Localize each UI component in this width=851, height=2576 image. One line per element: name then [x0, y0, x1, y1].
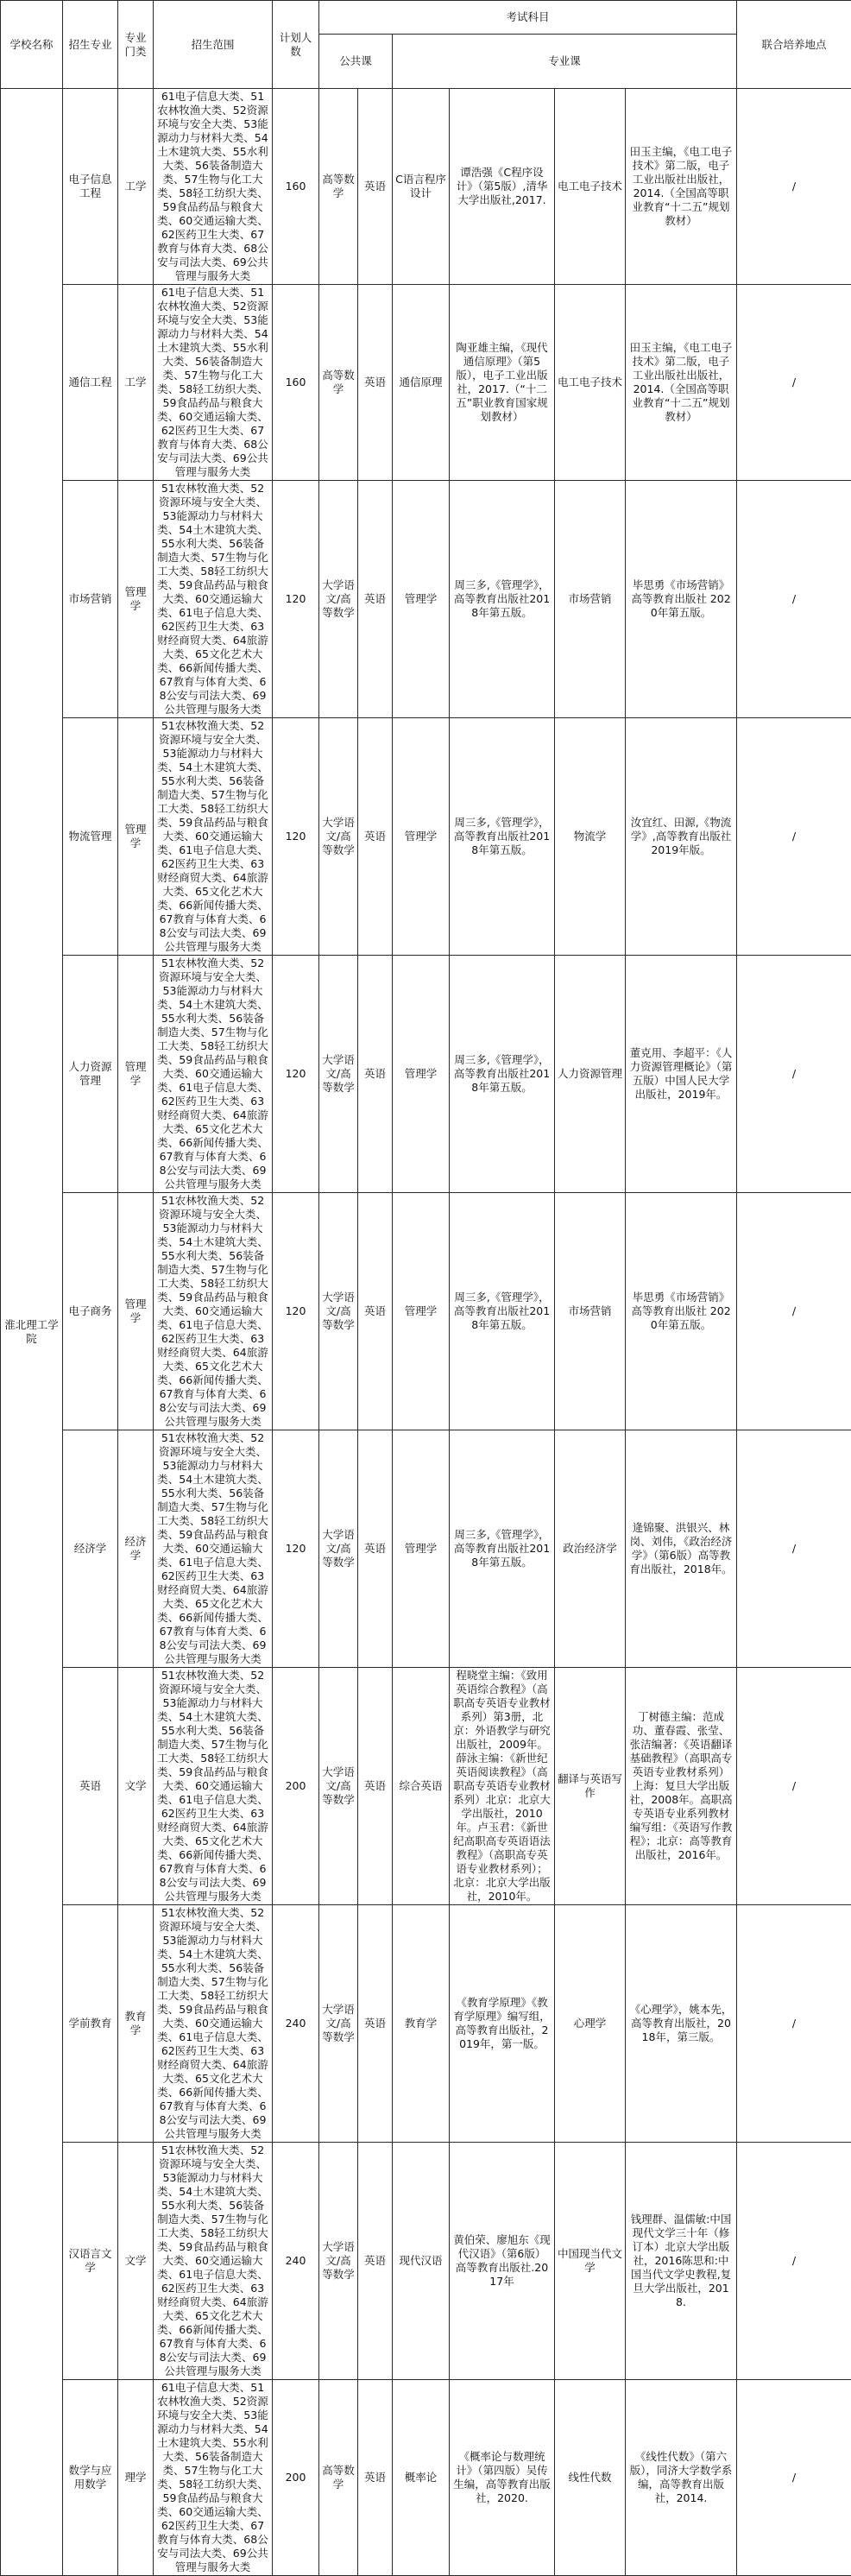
row-plan: 120 [273, 481, 319, 718]
row-joint: / [737, 956, 851, 1193]
row-joint: / [737, 1430, 851, 1668]
row-specialty-1-book: 周三多,《管理学》，高等教育出版社2018年第五版。 [450, 718, 555, 956]
row-specialty-2-book: 丁树德主编：范成功、董春霞、张莹、张洁编著：《英语翻译基础教程》（高职高专英语专业教材系列）上海：复旦大学出版社，2008年。高职高专英语专业系列教材编写组：《英语写作教程》；北京：高等教育出版社，2016年。 [626, 1668, 737, 1905]
row-category: 理学 [118, 2380, 154, 2576]
row-scope: 51农林牧渔大类、52资源环境与安全大类、53能源动力与材料大类、54土木建筑大类、55水利大类、56装备制造大类、57生物与化工大类、58轻工纺织大类、59食品药品与粮食大类、60交通运输大类、61电子信息大类、62医药卫生大类、63财经商贸大类、64旅游大类、65文化艺术大类、66新闻传播大类、67教育与体育大类、68公安与司法大类、69公共管理与服务大类 [154, 481, 273, 718]
row-specialty-1-book: 陶亚雄主编，《现代通信原理》（第5版），电子工业出版社，2017.（“十二五”职业教育国家规划教材） [450, 285, 555, 481]
row-specialty-2: 线性代数 [555, 2380, 626, 2576]
row-joint: / [737, 1668, 851, 1905]
row-specialty-2: 心理学 [555, 1905, 626, 2143]
header-specialty: 专业课 [393, 35, 737, 89]
row-public-1: 大学语文/高等数学 [319, 1668, 358, 1905]
table-row [1, 481, 851, 718]
row-specialty-2-book: 《线性代数》（第六版），同济大学数学系编，高等教育出版社，2014. [626, 2380, 737, 2576]
row-public-2: 英语 [358, 1193, 393, 1430]
row-public-1: 高等数学 [319, 285, 358, 481]
row-scope: 61电子信息大类、51农林牧渔大类、52资源环境与安全大类、53能源动力与材料大类、54土木建筑大类、55水利大类、56装备制造大类、57生物与化工大类、58轻工纺织大类、59食品药品与粮食大类、60交通运输大类、62医药卫生大类、67教育与体育大类、68公安与司法大类、69公共管理与服务大类 [154, 2380, 273, 2576]
row-specialty-2: 电工电子技术 [555, 285, 626, 481]
row-category: 管理学 [118, 481, 154, 718]
row-joint: / [737, 1905, 851, 2143]
row-public-2: 英语 [358, 1430, 393, 1668]
row-category: 经济学 [118, 1430, 154, 1668]
row-joint: / [737, 89, 851, 285]
row-specialty-2-book: 钱理群、温儒敏:中国现代文学三十年（修订本）北京大学出版社，2016陈思和:中国当代文学史教程,复旦大学出版社，2018. [626, 2143, 737, 2380]
row-public-1: 大学语文/高等数学 [319, 1430, 358, 1668]
row-category: 文学 [118, 2143, 154, 2380]
row-public-2: 英语 [358, 718, 393, 956]
header-category: 专业门类 [118, 1, 154, 89]
row-public-1: 大学语文/高等数学 [319, 956, 358, 1193]
row-specialty-1: 管理学 [393, 956, 450, 1193]
row-public-1: 大学语文/高等数学 [319, 2143, 358, 2380]
row-specialty-1: 综合英语 [393, 1668, 450, 1905]
row-plan: 120 [273, 718, 319, 956]
row-scope: 51农林牧渔大类、52资源环境与安全大类、53能源动力与材料大类、54土木建筑大类、55水利大类、56装备制造大类、57生物与化工大类、58轻工纺织大类、59食品药品与粮食大类、60交通运输大类、61电子信息大类、62医药卫生大类、63财经商贸大类、64旅游大类、65文化艺术大类、66新闻传播大类、67教育与体育大类、68公安与司法大类、69公共管理与服务大类 [154, 1193, 273, 1430]
row-joint: / [737, 1193, 851, 1430]
row-scope: 51农林牧渔大类、52资源环境与安全大类、53能源动力与材料大类、54土木建筑大类、55水利大类、56装备制造大类、57生物与化工大类、58轻工纺织大类、59食品药品与粮食大类、60交通运输大类、61电子信息大类、62医药卫生大类、63财经商贸大类、64旅游大类、65文化艺术大类、66新闻传播大类、67教育与体育大类、68公安与司法大类、69公共管理与服务大类 [154, 956, 273, 1193]
row-scope: 51农林牧渔大类、52资源环境与安全大类、53能源动力与材料大类、54土木建筑大类、55水利大类、56装备制造大类、57生物与化工大类、58轻工纺织大类、59食品药品与粮食大类、60交通运输大类、61电子信息大类、62医药卫生大类、63财经商贸大类、64旅游大类、65文化艺术大类、66新闻传播大类、67教育与体育大类、68公安与司法大类、69公共管理与服务大类 [154, 718, 273, 956]
row-specialty-1-book: 周三多,《管理学》，高等教育出版社2018年第五版。 [450, 481, 555, 718]
header-scope: 招生范围 [154, 1, 273, 89]
row-specialty-2: 物流学 [555, 718, 626, 956]
row-major: 数学与应用数学 [63, 2380, 118, 2576]
row-plan: 200 [273, 2380, 319, 2576]
row-major: 电子信息工程 [63, 89, 118, 285]
row-major: 人力资源管理 [63, 956, 118, 1193]
row-public-2: 英语 [358, 89, 393, 285]
table-row [1, 89, 851, 285]
row-public-2: 英语 [358, 2143, 393, 2380]
row-specialty-2-book: 毕思勇《市场营销》高等教育出版社 2020年第五版。 [626, 481, 737, 718]
table-row [1, 1668, 851, 1905]
table-row [1, 285, 851, 481]
table-row [1, 1193, 851, 1430]
header-school: 学校名称 [1, 1, 63, 89]
row-joint: / [737, 2143, 851, 2380]
header-plan: 计划人数 [273, 1, 319, 89]
row-public-2: 英语 [358, 285, 393, 481]
row-category: 文学 [118, 1668, 154, 1905]
row-specialty-1: 教育学 [393, 1905, 450, 2143]
row-category: 工学 [118, 285, 154, 481]
row-specialty-1: 管理学 [393, 1430, 450, 1668]
row-major: 经济学 [63, 1430, 118, 1668]
row-specialty-1: 管理学 [393, 718, 450, 956]
row-plan: 200 [273, 1668, 319, 1905]
row-public-1: 高等数学 [319, 89, 358, 285]
header-exam: 考试科目 [319, 1, 737, 35]
row-specialty-1-book: 周三多,《管理学》，高等教育出版社2018年第五版。 [450, 1430, 555, 1668]
row-specialty-1: 现代汉语 [393, 2143, 450, 2380]
table-row [1, 718, 851, 956]
row-specialty-2-book: 毕思勇《市场营销》高等教育出版社 2020年第五版。 [626, 1193, 737, 1430]
row-specialty-2-book: 逄锦聚、洪银兴、林岗、刘伟，《政治经济学》（第6版）高等教育出版社，2018年。 [626, 1430, 737, 1668]
row-specialty-2: 翻译与英语写作 [555, 1668, 626, 1905]
header-public: 公共课 [319, 35, 393, 89]
row-category: 教育学 [118, 1905, 154, 2143]
row-major: 汉语言文学 [63, 2143, 118, 2380]
school-name: 淮北理工学院 [1, 89, 63, 2576]
row-major: 学前教育 [63, 1905, 118, 2143]
table-row [1, 956, 851, 1193]
row-specialty-2: 电工电子技术 [555, 89, 626, 285]
row-specialty-2-book: 《心理学》，姚本先，高等教育出版社，2018年，第三版。 [626, 1905, 737, 2143]
row-specialty-1-book: 黄伯荣、廖旭东《现代汉语》（第6版）高等教育出版社.2017年 [450, 2143, 555, 2380]
row-plan: 120 [273, 1193, 319, 1430]
row-scope: 51农林牧渔大类、52资源环境与安全大类、53能源动力与材料大类、54土木建筑大类、55水利大类、56装备制造大类、57生物与化工大类、58轻工纺织大类、59食品药品与粮食大类、60交通运输大类、61电子信息大类、62医药卫生大类、63财经商贸大类、64旅游大类、65文化艺术大类、66新闻传播大类、67教育与体育大类、68公安与司法大类、69公共管理与服务大类 [154, 2143, 273, 2380]
row-joint: / [737, 285, 851, 481]
row-specialty-1: 通信原理 [393, 285, 450, 481]
row-specialty-2-book: 董克用、李超平：《人力资源管理概论》（第五版）中国人民大学出版社，2019年。 [626, 956, 737, 1193]
table-body [1, 89, 851, 2576]
row-specialty-2-book: 田玉主编，《电工电子技术》第二版，电子工业出版社出版社，2014.（全国高等职业教育“十二五”规划教材） [626, 285, 737, 481]
row-specialty-1-book: 《教育学原理》《教育学原理》编写组，高等教育出版社，2019年，第一版。 [450, 1905, 555, 2143]
row-category: 管理学 [118, 1193, 154, 1430]
row-specialty-2-book: 田玉主编，《电工电子技术》第二版，电子工业出版社出版社，2014.（全国高等职业教育“十二五”规划教材） [626, 89, 737, 285]
row-specialty-1: 管理学 [393, 1193, 450, 1430]
row-scope: 61电子信息大类、51农林牧渔大类、52资源环境与安全大类、53能源动力与材料大类、54土木建筑大类、55水利大类、56装备制造大类、57生物与化工大类、58轻工纺织大类、59食品药品与粮食大类、60交通运输大类、62医药卫生大类、67教育与体育大类、68公安与司法大类、69公共管理与服务大类 [154, 89, 273, 285]
row-plan: 160 [273, 89, 319, 285]
row-major: 通信工程 [63, 285, 118, 481]
row-specialty-2: 市场营销 [555, 1193, 626, 1430]
row-category: 管理学 [118, 718, 154, 956]
row-specialty-1-book: 周三多,《管理学》，高等教育出版社2018年第五版。 [450, 956, 555, 1193]
row-public-1: 大学语文/高等数学 [319, 718, 358, 956]
row-plan: 160 [273, 285, 319, 481]
row-specialty-1-book: 程晓堂主编：《致用英语综合教程》（高职高专英语专业教材系列）第3册，北京：外语教学与研究出版社，2009年。薛泳主编：《新世纪英语阅读教程》（高职高专英语专业教材系列）北京：北京大学出版社，2010年。卢玉君：《新世纪高职高专英语语法教程》（高职高专英语专业教材系列）；北京：北京大学出版社，2010年。 [450, 1668, 555, 1905]
row-specialty-2: 人力资源管理 [555, 956, 626, 1193]
row-scope: 51农林牧渔大类、52资源环境与安全大类、53能源动力与材料大类、54土木建筑大类、55水利大类、56装备制造大类、57生物与化工大类、58轻工纺织大类、59食品药品与粮食大类、60交通运输大类、61电子信息大类、62医药卫生大类、63财经商贸大类、64旅游大类、65文化艺术大类、66新闻传播大类、67教育与体育大类、68公安与司法大类、69公共管理与服务大类 [154, 1905, 273, 2143]
row-specialty-2: 市场营销 [555, 481, 626, 718]
row-specialty-2-book: 汝宜红、田源,《物流学》,高等教育出版社2019年版。 [626, 718, 737, 956]
row-specialty-2: 中国现当代文学 [555, 2143, 626, 2380]
row-major: 英语 [63, 1668, 118, 1905]
header-major: 招生专业 [63, 1, 118, 89]
row-plan: 240 [273, 2143, 319, 2380]
row-specialty-2: 政治经济学 [555, 1430, 626, 1668]
row-major: 电子商务 [63, 1193, 118, 1430]
row-specialty-1-book: 周三多,《管理学》，高等教育出版社2018年第五版。 [450, 1193, 555, 1430]
row-major: 市场营销 [63, 481, 118, 718]
row-scope: 51农林牧渔大类、52资源环境与安全大类、53能源动力与材料大类、54土木建筑大类、55水利大类、56装备制造大类、57生物与化工大类、58轻工纺织大类、59食品药品与粮食大类、60交通运输大类、61电子信息大类、62医药卫生大类、63财经商贸大类、64旅游大类、65文化艺术大类、66新闻传播大类、67教育与体育大类、68公安与司法大类、69公共管理与服务大类 [154, 1430, 273, 1668]
row-public-1: 大学语文/高等数学 [319, 1905, 358, 2143]
row-plan: 120 [273, 1430, 319, 1668]
table-row [1, 2380, 851, 2576]
row-major: 物流管理 [63, 718, 118, 956]
header-joint: 联合培养地点 [737, 1, 851, 89]
row-joint: / [737, 718, 851, 956]
row-public-1: 大学语文/高等数学 [319, 481, 358, 718]
row-public-2: 英语 [358, 1905, 393, 2143]
row-joint: / [737, 481, 851, 718]
row-public-2: 英语 [358, 481, 393, 718]
row-public-2: 英语 [358, 2380, 393, 2576]
row-plan: 240 [273, 1905, 319, 2143]
table-row [1, 1905, 851, 2143]
row-public-1: 高等数学 [319, 2380, 358, 2576]
row-public-2: 英语 [358, 1668, 393, 1905]
row-scope: 61电子信息大类、51农林牧渔大类、52资源环境与安全大类、53能源动力与材料大类、54土木建筑大类、55水利大类、56装备制造大类、57生物与化工大类、58轻工纺织大类、59食品药品与粮食大类、60交通运输大类、62医药卫生大类、67教育与体育大类、68公安与司法大类、69公共管理与服务大类 [154, 285, 273, 481]
row-joint: / [737, 2380, 851, 2576]
row-plan: 120 [273, 956, 319, 1193]
row-specialty-1: 概率论 [393, 2380, 450, 2576]
row-category: 工学 [118, 89, 154, 285]
row-specialty-1-book: 谭浩强《C程序设计》（第5版）,清华大学出版社,2017. [450, 89, 555, 285]
row-category: 管理学 [118, 956, 154, 1193]
row-public-1: 大学语文/高等数学 [319, 1193, 358, 1430]
table-row [1, 1430, 851, 1668]
row-public-2: 英语 [358, 956, 393, 1193]
table-row [1, 2143, 851, 2380]
row-scope: 51农林牧渔大类、52资源环境与安全大类、53能源动力与材料大类、54土木建筑大类、55水利大类、56装备制造大类、57生物与化工大类、58轻工纺织大类、59食品药品与粮食大类、60交通运输大类、61电子信息大类、62医药卫生大类、63财经商贸大类、64旅游大类、65文化艺术大类、66新闻传播大类、67教育与体育大类、68公安与司法大类、69公共管理与服务大类 [154, 1668, 273, 1905]
row-specialty-1: 管理学 [393, 481, 450, 718]
row-specialty-1-book: 《概率论与数理统计》（第四版）吴传生编，高等教育出版社，2020. [450, 2380, 555, 2576]
row-specialty-1: C语言程序设计 [393, 89, 450, 285]
